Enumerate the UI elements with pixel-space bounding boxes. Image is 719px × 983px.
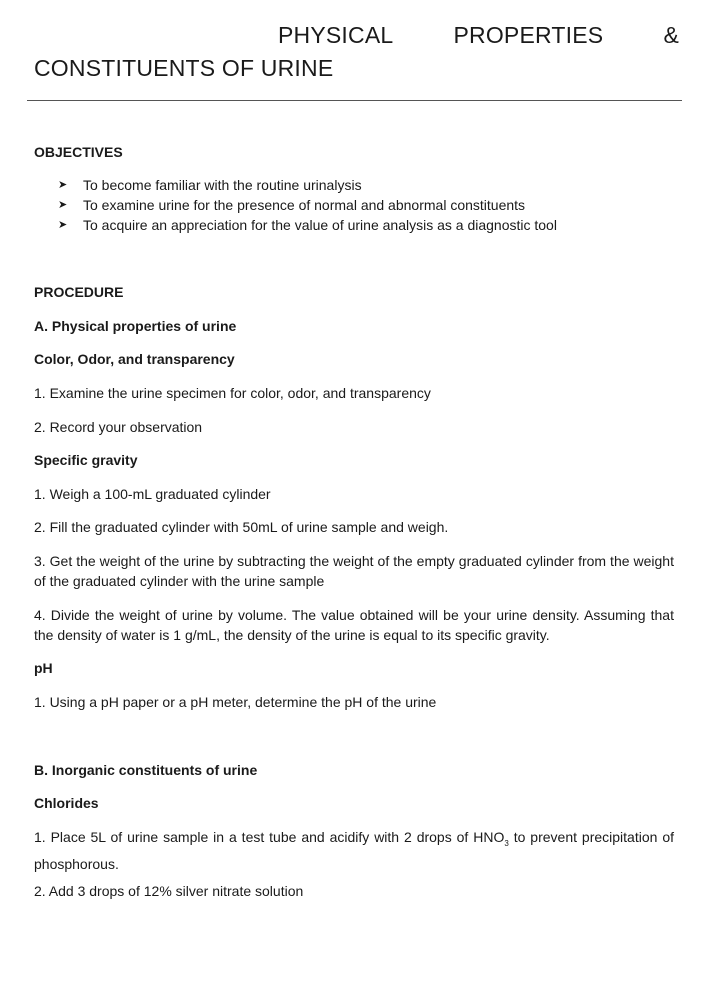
arrowhead-bullet-icon: ➤	[58, 199, 68, 211]
title-word-1: PHYSICAL	[278, 22, 394, 48]
title-word-2: PROPERTIES	[453, 22, 604, 48]
sg-step-2: 2. Fill the graduated cylinder with 50mL of urine sample and weigh.	[34, 519, 449, 535]
sg-step-4: 4. Divide the weight of urine by volume. The value obtained will be your urine density. Assuming that the density of water is 1 g/mL, the density of the urine is equal to its specific gravity.	[34, 607, 674, 643]
objective-item	[58, 175, 557, 195]
section-a-heading: A. Physical properties of urine	[34, 318, 237, 334]
objectives-list	[58, 175, 557, 235]
sg-step-1: 1. Weigh a 100-mL graduated cylinder	[34, 486, 271, 502]
chlorides-step-1-text-cont: to prevent precipitation of phosphorous.	[34, 829, 674, 872]
color-step-2: 2. Record your observation	[34, 419, 203, 435]
color-odor-heading: Color, Odor, and transparency	[34, 351, 235, 367]
section-b-heading: B. Inorganic constituents of urine	[34, 762, 258, 778]
title-word-3: &	[663, 22, 679, 48]
objective-text: To become familiar with the routine urinalysis	[83, 177, 362, 193]
objective-text: To examine urine for the presence of normal and abnormal constituents	[83, 197, 526, 213]
color-step-1: 1. Examine the urine specimen for color, odor, and transparency	[34, 385, 431, 401]
ph-step-1: 1. Using a pH paper or a pH meter, determine the pH of the urine	[34, 694, 437, 710]
ph-heading: pH	[34, 660, 53, 676]
hno3-subscript: 3	[504, 838, 509, 848]
objective-item	[58, 195, 557, 215]
sg-step-3: 3. Get the weight of the urine by subtracting the weight of the empty graduated cylinder from the weight of the graduated cylinder with the urine sample	[34, 553, 674, 589]
objective-text: To acquire an appreciation for the value of urine analysis as a diagnostic tool	[83, 217, 557, 233]
chlorides-heading: Chlorides	[34, 795, 99, 811]
chlorides-step-2: 2. Add 3 drops of 12% silver nitrate solution	[34, 883, 304, 899]
objective-item	[58, 215, 557, 235]
procedure-heading: PROCEDURE	[34, 284, 124, 300]
document-title-line1	[278, 22, 679, 49]
chlorides-step-1-text: 1. Place 5L of urine sample in a test tube and acidify with 2 drops of HNO	[34, 829, 505, 845]
arrowhead-bullet-icon: ➤	[58, 219, 68, 231]
document-title-line2: CONSTITUENTS OF URINE	[34, 55, 334, 81]
arrowhead-bullet-icon: ➤	[58, 179, 68, 191]
chlorides-step-1	[34, 827, 674, 874]
objectives-heading: OBJECTIVES	[34, 144, 123, 160]
specific-gravity-heading: Specific gravity	[34, 452, 138, 468]
title-divider	[27, 100, 682, 101]
